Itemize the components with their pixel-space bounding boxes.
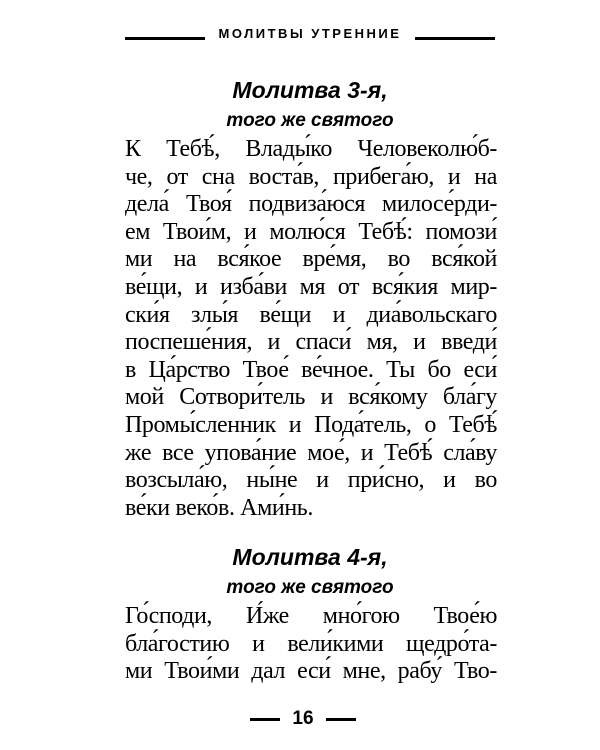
page-footer (250, 707, 356, 731)
footer-dash-left (250, 718, 280, 721)
prayer-3-line: мой Сотвори́тель и вся́кому бла́гу (125, 384, 497, 411)
prayer-3-line: ве́щи, и изба́ви мя от вся́кия мир- (125, 273, 497, 300)
prayer-3-line: в Ца́рство Твое́ ве́чное. Ты бо еси́ (125, 356, 497, 383)
prayer-3-line: поспеше́ния, и спаси́ мя, и введи́ (125, 329, 497, 356)
prayer-4-line: ми Твои́ми дал еси́ мне, рабу́ Тво- (125, 658, 497, 685)
prayer-3-subtitle: того же святого (226, 110, 394, 131)
prayer-3-line: ем Твои́м, и молю́ся Тебѣ́: помози́ (125, 218, 497, 245)
prayer-3-line: ве́ки веко́в. Ами́нь. (125, 494, 313, 521)
page-number: 16 (292, 708, 314, 729)
prayer-3-line: же все упова́ние мое́, и Тебѣ́ сла́ву (125, 439, 497, 466)
prayer-3-line: дела́ Твоя́ подвиза́юся милосе́рди- (125, 191, 497, 218)
prayer-3-line: К Тебѣ́, Влады́ко Человеколю́б- (125, 136, 497, 162)
prayer-4-text (125, 603, 497, 686)
prayer-4-title: Молитва 4-я, (232, 544, 388, 570)
running-header-title: МОЛИТВЫ УТРЕННИЕ (218, 26, 402, 41)
prayer-3-line: возсыла́ю, ны́не и при́сно, и во (125, 467, 497, 494)
header-rule-right (415, 37, 495, 40)
footer-dash-right (326, 718, 356, 721)
prayer-3-heading (125, 76, 495, 138)
prayer-3-line: ми на вся́кое вре́мя, во вся́кой (125, 246, 497, 273)
prayer-3-line: ски́я злы́я ве́щи и диа́вольскаго (125, 301, 497, 328)
prayer-3-text (125, 136, 497, 522)
prayer-3-line: че, от сна воста́в, прибега́ю, и на (125, 163, 497, 190)
prayer-3-line: Промы́сленник и Пода́тель, о Тебѣ́ (125, 411, 497, 438)
prayer-4-subtitle: того же святого (226, 577, 394, 598)
running-header (125, 24, 495, 44)
prayer-3-title: Молитва 3-я, (232, 77, 388, 103)
prayer-4-heading (125, 543, 495, 605)
prayer-4-line: Го́споди, И́же мно́гою Твое́ю (125, 603, 497, 629)
prayer-4-line: бла́гостию и вели́кими щедро́та- (125, 630, 497, 657)
